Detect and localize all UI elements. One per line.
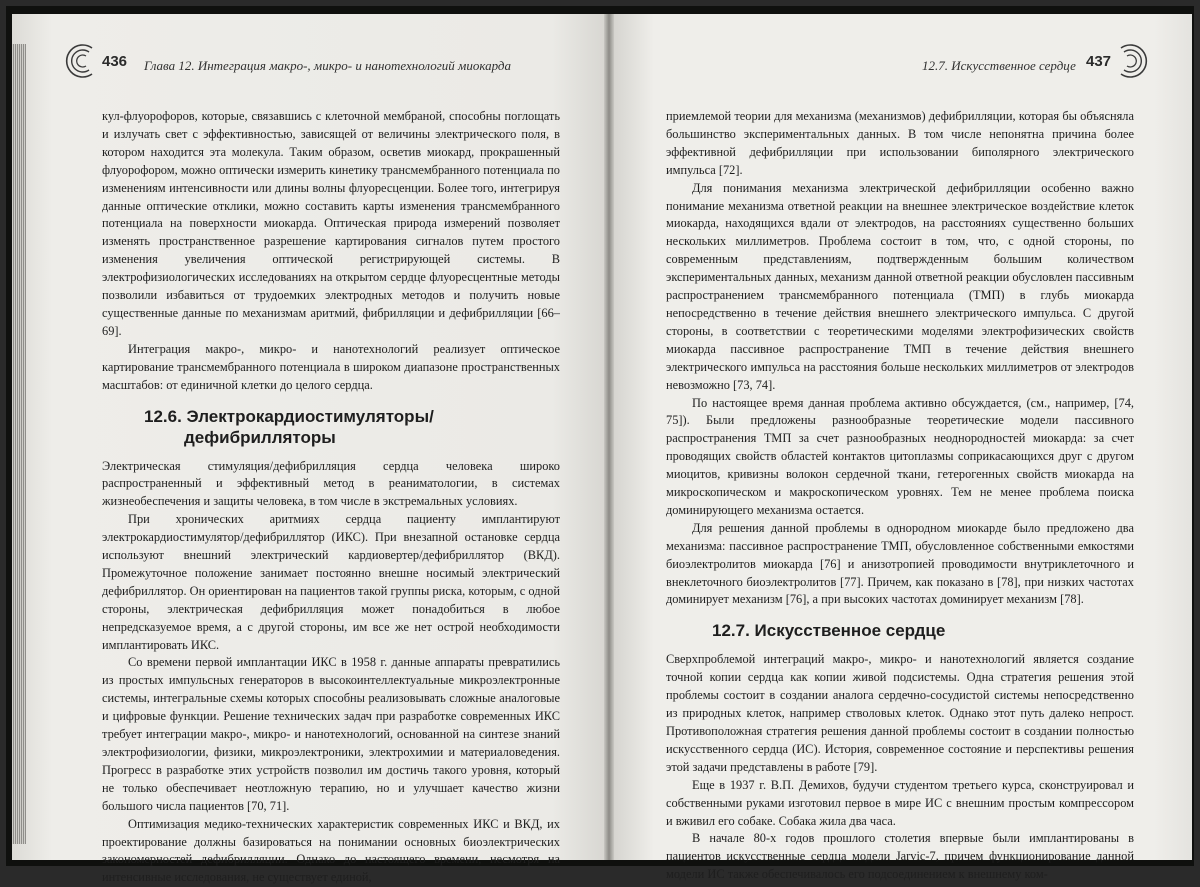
paragraph: Сверхпроблемой интеграций макро-, микро- и нанотехнологий является создание точной копии сердца как копии живой подсистемы. Одна стратегия решения этой проблемы состоит в создании аналога сердечно-сосудистой системы непосредственно из природных клеток, например стволовых клеток. Однако этот путь далеко непрост. Противоположная стратегия решения данной проблемы состоит в создании полностью искусственного сердца (ИС). История, современное состояние и перспективы решения этой задачи представлены в работе [79]. (666, 652, 1134, 774)
right-page-number-block (1086, 42, 1149, 80)
right-text-column (666, 108, 1134, 884)
left-page (12, 14, 604, 885)
paragraph: Со времени первой имплантации ИКС в 1958 г. данные аппараты превратились из простых импульсных генераторов в высокоинтеллектуальные микроэлектронные системы, интегральные схемы которых способны реализовывать сложные аналоговые и цифровые функции. Решение технических задач при разработке современных ИКС требует интеграции макро-, микро- и нанотехнологий, основанной на синтезе знаний электрофизиологии, физики, микроэлектроники, электрохимии и материаловедения. Прогресс в разработке этих устройств позволил им достичь такого уровня, который не только обеспечивает неотложную терапию, но и улучшает качество жизни большого числа пациентов [70, 71]. (102, 655, 560, 813)
paragraph: При хронических аритмиях сердца пациенту имплантируют электрокардиостимулятор/дефибриллятор (ИКС). При внезапной остановке сердца используют внешний электрический кардиовертер/дефибриллятор (ВКД). Промежуточное положение занимает постоянно внешне носимый электрический дефибриллятор. Он ориентирован на пациентов такой группы риска, которым, с одной стороны, электрическая дефибрилляция может понадобиться в любое непредсказуемое время, а с другой стороны, им все же нет острой необходимости имплантировать ИКС. (102, 512, 560, 652)
page-number: 436 (102, 52, 128, 70)
section-heading (666, 620, 1134, 641)
paragraph: Оптимизация медико-технических характеристик современных ИКС и ВКД, их проектирование должны базироваться на понимании основных биоэлектрических закономерностей дефибрилляции. Однако до настоящего времени, несмотря на интенсивные исследования, не существует единой, (102, 816, 560, 885)
running-head: Глава 12. Интеграция макро-, микро- и нанотехнологий миокарда (144, 58, 511, 73)
section-heading (102, 406, 560, 448)
book-gutter (604, 14, 614, 860)
paragraph: В начале 80-х годов прошлого столетия впервые были имплантированы в пациентов искусственные сердца модели Jarvic-7, причем функционирование данной модели ИС также обеспечивалось его подсоединением к внешнему ком- (666, 831, 1134, 882)
paragraph: По настоящее время данная проблема активно обсуждается, (см., например, [74, 75]). Были предложены разнообразные теоретические модели пассивного распространения ТМП за счет разнообразных неоднородностей миокарда: за счет проводящих свойств областей контактов цитоплазмы соприкасающихся друг с другом миоцитов, кривизны волокон сердечной ткани, гетерогенных свойств миокарда на микроскопическом и макроскопическом уровнях. Тем не менее проблема поиска доминирующего механизма остается. (666, 395, 1134, 517)
section-heading-line: 12.6. Электрокардиостимуляторы/ (144, 406, 434, 426)
page-number: 437 (1086, 52, 1112, 70)
right-page (614, 14, 1192, 882)
section-heading-line: 12.7. Искусственное сердце (712, 621, 946, 641)
left-text-column (102, 108, 560, 887)
page-number-ornament-icon (1111, 42, 1149, 80)
paragraph: Еще в 1937 г. В.П. Демихов, будучи студентом третьего курса, сконструировал и собственными руками изготовил первое в мире ИС с внешним простым компрессором и вживил его собаке. Собака жила два часа. (666, 777, 1134, 828)
paragraph: кул-флуорофоров, которые, связавшись с клеточной мембраной, способны поглощать и излучать свет с эффективностью, зависящей от величины электрического поля, в котором находится эта молекула. Таким образом, осветив миокард, прокрашенный флуорофором, можно оптически измерить кинетику трансмембранного потенциала по изменениям интенсивности или длины волны флуоресценции. Более того, интегрируя данные оптические отклики, можно составить карты изменения трансмембранного потенциала на поверхности миокарда. Оптическая природа измерений позволяет изменять пространственное разрешение картирования сигналов путем простого изменения увеличения оптической регистрирующей системы. В электрофизиологических исследованиях на открытом сердце флуоресцентные методы позволили избавиться от трудоемких электродных методов и получить новые существенные данные по механизмам аритмий, фибрилляции и дефибрилляции [66–69]. (102, 109, 560, 338)
left-page-number-block (64, 42, 127, 80)
page-edges (12, 44, 26, 844)
running-head: 12.7. Искусственное сердце (922, 58, 1076, 73)
paragraph: Для понимания механизма электрической дефибрилляции особенно важно понимание механизма ответной реакции на внешнее электрическое воздействие клеток миокарда, находящихся вдали от электродов, на расстояниях существенно больших нескольких миллиметров. Проблема состоит в том, что, с одной стороны, по современным представлениям, подтвержденным большим количеством экспериментальных данных, механизм данной ответной реакции обусловлен пассивным распространением трансмембранного потенциала (ТМП) в глубь миокарда непосредственно в течение действия внешнего электрического импульса. С другой стороны, в соответствии с теоретическими моделями электрофизических свойств миокарда пассивное распространение ТМП в течение действия внешнего электрического импульса на расстояния больше нескольких миллиметров от электродов невозможно [73, 74]. (666, 180, 1134, 392)
paragraph: Электрическая стимуляция/дефибрилляция сердца человека широко распространенный и эффективный метод в реаниматологии, в системах жизнеобеспечения и защиты человека, в том числе в экстремальных условиях. (102, 458, 560, 509)
paragraph: Для решения данной проблемы в однородном миокарде было предложено два механизма: пассивное распространение ТМП, обусловленное собственными емкостями биоэлектролитов миокарда [76] и анизотропией проводимости внутриклеточного и внеклеточного биоэлектролитов [77]. Причем, как показано в [78], при низких частотах доминирует механизм [76], а при высоких частотах доминирует механизм [78]. (666, 520, 1134, 607)
page-number-ornament-icon (64, 42, 102, 80)
section-heading-line: дефибрилляторы (184, 427, 336, 447)
paragraph: приемлемой теории для механизма (механизмов) дефибрилляции, которая бы объясняла большинство экспериментальных данных. В том числе непонятна причина более эффективной дефибрилляции при использовании биполярного электрического импульса [72]. (666, 109, 1134, 177)
paragraph: Интеграция макро-, микро- и нанотехнологий реализует оптическое картирование трансмембранного потенциала в широком диапазоне пространственных масштабов: от единичной клетки до целого сердца. (102, 341, 560, 392)
